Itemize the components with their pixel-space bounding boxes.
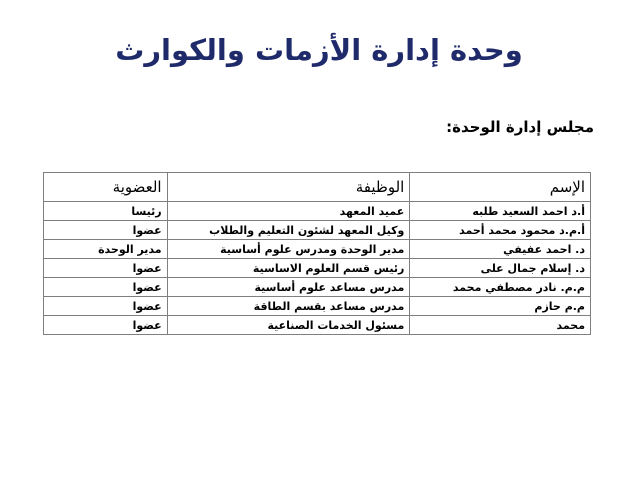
table-row	[44, 278, 591, 297]
cell-job: مدرس مساعد بقسم الطاقة	[167, 297, 410, 316]
cell-name: د. إسلام جمال على	[410, 259, 591, 278]
table-row	[44, 240, 591, 259]
cell-job: عميد المعهد	[167, 202, 410, 221]
cell-name: محمد	[410, 316, 591, 335]
table-row	[44, 202, 591, 221]
cell-membership: رئيسا	[44, 202, 168, 221]
header-name: الإسم	[410, 173, 591, 202]
cell-name: م.م. نادر مصطفي محمد	[410, 278, 591, 297]
cell-name: م.م حازم	[410, 297, 591, 316]
header-job: الوظيفة	[167, 173, 410, 202]
cell-name: أ.م.د محمود محمد أحمد	[410, 221, 591, 240]
table-row	[44, 221, 591, 240]
section-heading: مجلس إدارة الوحدة:	[446, 118, 594, 136]
cell-name: د. احمد عفيفي	[410, 240, 591, 259]
table-row	[44, 316, 591, 335]
cell-job: مدير الوحدة ومدرس علوم أساسية	[167, 240, 410, 259]
table-row	[44, 259, 591, 278]
cell-job: مدرس مساعد علوم أساسية	[167, 278, 410, 297]
cell-membership: عضوا	[44, 316, 168, 335]
cell-membership: عضوا	[44, 259, 168, 278]
slide-title: وحدة إدارة الأزمات والكوارث	[115, 33, 523, 67]
header-membership: العضوية	[44, 173, 168, 202]
table-header-row	[44, 173, 591, 202]
cell-membership: عضوا	[44, 221, 168, 240]
members-table	[43, 172, 591, 335]
cell-job: وكيل المعهد لشئون التعليم والطلاب	[167, 221, 410, 240]
cell-membership: عضوا	[44, 297, 168, 316]
cell-name: أ.د احمد السعيد طلبه	[410, 202, 591, 221]
table-row	[44, 297, 591, 316]
cell-membership: عضوا	[44, 278, 168, 297]
cell-job: مسئول الخدمات الصناعية	[167, 316, 410, 335]
cell-membership: مدير الوحدة	[44, 240, 168, 259]
cell-job: رئيس قسم العلوم الاساسية	[167, 259, 410, 278]
